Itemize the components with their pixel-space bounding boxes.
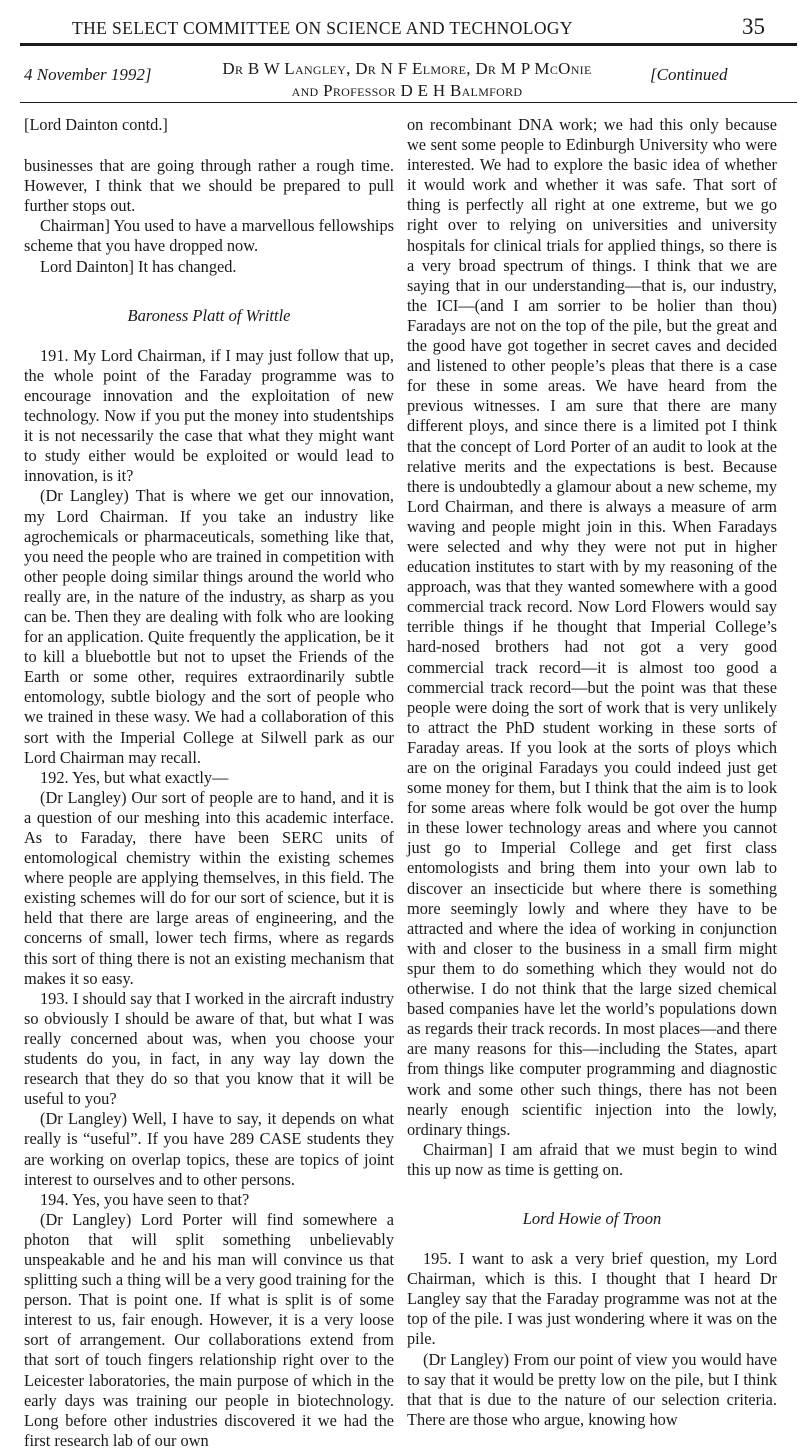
page-number: 35 xyxy=(742,14,765,39)
session-date: 4 November 1992] xyxy=(24,65,152,84)
answer-195: (Dr Langley) From our point of view you would have to say that it would be pretty low on the pile, but I think that that is due to the nature of our selection criteria. There are those who argue, knowing how xyxy=(407,1349,777,1429)
running-title: THE SELECT COMMITTEE ON SCIENCE AND TECHNOLOGY xyxy=(72,18,573,38)
top-rule xyxy=(20,43,797,46)
witness-line-2: and Professor D E H Balmford xyxy=(291,81,523,100)
question-195: 195. I want to ask a very brief question, my Lord Chairman, which is this. I thought that I heard Dr Langley say that the Faraday programme was not at the top of the pile. I was just wondering where it was on the pile. xyxy=(407,1249,777,1349)
answer-191: (Dr Langley) That is where we get our innovation, my Lord Chairman. If you take an industry like agrochemicals or pharmaceuticals, something like that, you need the people who are trained in competition with other people doing similar things around the world who really are, in the nature of the industry, as sharp as you can be. Then they are dealing with folk who are looking for an application. Quite frequently the application, be it to kill a bluebottle but not to upset the Friends of the Earth or some other, requires extraordinarily subtle entomology, subtle biology and the sort of people who we trained in these wasy. We had a collaboration of this sort with the Imperial College at Silwell park as our Lord Chairman may recall. xyxy=(24,486,394,767)
continued-label: [Continued xyxy=(650,65,728,84)
paragraph: Chairman] I am afraid that we must begin to wind this up now as time is getting on. xyxy=(407,1139,777,1179)
witness-names xyxy=(192,58,622,102)
question-191: 191. My Lord Chairman, if I may just follow that up, the whole point of the Faraday programme was to encourage innovation and the exploitation of new technology. Now if you put the money into studentships it is not necessarily the case that what they might want to study either would be exploited or would lead to innovation, is it? xyxy=(24,345,394,486)
question-192: 192. Yes, but what exactly— xyxy=(40,767,229,787)
questioner-continued: [Lord Dainton contd.] xyxy=(24,115,168,134)
witness-line-1: Dr B W Langley, Dr N F Elmore, Dr M P McOnie xyxy=(222,59,592,78)
header-rule xyxy=(20,102,797,103)
speaker-heading: Baroness Platt of Writtle xyxy=(127,305,291,325)
answer-194: (Dr Langley) Lord Porter will find somewhere a photon that will split something unbelievably unspeakable and he and his man will convince us that splitting such a thing will be a very good training for the person. That is point one. If what is split is of some interest to us, fair enough. However, it is a very loose sort of arrangement. Our collaborations extend from that sort of touch fingers relationship right over to the Leicester laboratories, the main purpose of which in the early days was training our people in biotechnology. Long before other industries discovered it we had the first research lab of our own xyxy=(24,1209,394,1450)
right-column xyxy=(407,115,777,1430)
speaker-heading: Lord Howie of Troon xyxy=(522,1208,662,1228)
paragraph: Lord Dainton] It has changed. xyxy=(40,256,237,276)
paragraph: businesses that are going through rather a rough time. However, I think that we should be prepared to pull further stops out. xyxy=(24,156,394,216)
paragraph: on recombinant DNA work; we had this only because we sent some people to Edinburgh University who were interested. We had to explore the basic idea of whether it would work and whether it was safe. That sort of thing is perfectly all right at one extreme, but we go right over to relying on universities and university hospitals for clinical trials for applied things, so there is a very broad spectrum of things. I think that we are saying that in our understanding—that is, our industry, the ICI—(and I am sorrier to be holier than thou) Faradays are not on the top of the pile, but the great and the good have got together in secret caves and decided and listened to other people’s pleas that there is a case for these in some areas. We have heard from the previous witnesses. I am sure that there are many different ploys, and since there is a limited pot I think that the concept of Lord Porter of an audit to look at the relative merits and the expectations is best. Because there is undoubtedly a glamour about a new scheme, my Lord Chairman, and there is always a measure of arm waving and people might join in this. When Faradays were selected and why they were not put in higher education institutes to start with by my reasoning of the approach, was that they wanted somewhere with a good commercial track record. Now Lord Flowers would say terrible things if he thought that Imperial College’s hard-nosed brothers had not got a very good commercial track record—it is almost too good a commercial track record—but the point was that these people were doing the sort of work that is very unlikely to attract the PhD student working in these sorts of Faraday areas. If you look at the sorts of ploys which are on the original Faradays you could indeed just get some money for them, but I think that the aim is to look for some areas where folk would be got over the hump in these lower technology areas and where you cannot just go to Imperial College and get first class entomologists and bring them into your own lab to discover an insecticide but where there is something more seemingly lowly and where they have to be attracted and where the idea of working in conjunction with and closer to the business in a small firm might spur them to do something which they would not do otherwise. I do not think that the large sized chemical based companies have let the world’s populations down as regards their track records. In most places—and there are many reasons for this—including the States, apart from things like computer programming and diagnostic work and some other such things, there has not been nearly enough scientific injection into the lowly, ordinary things. xyxy=(407,115,777,1139)
answer-192: (Dr Langley) Our sort of people are to hand, and it is a question of our meshing into this academic interface. As to Faraday, there have been SERC units of entomological chemistry within the existing schemes where people are applying themselves, in this field. The existing schemes will do for our sort of science, but it is held that there are large areas of engineering, and the concerns of small, lower tech firms, where as regards this sort of thing there is not an existing mechanism that makes it so easy. xyxy=(24,787,394,988)
paragraph: Chairman] You used to have a marvellous fellowships scheme that you have dropped now. xyxy=(24,216,394,256)
left-column xyxy=(24,115,394,1451)
question-193: 193. I should say that I worked in the aircraft industry so obviously I should be aware of that, but what I was really concerned about was, when you choose your students do you, in fact, in any way lay down the research that they do so that you know that it will be useful to you? xyxy=(24,988,394,1109)
answer-193: (Dr Langley) Well, I have to say, it depends on what really is “useful”. If you have 289 CASE students they are working on overlap topics, these are topics of joint interest to ourselves and to other persons. xyxy=(24,1109,394,1189)
question-194: 194. Yes, you have seen to that? xyxy=(40,1189,250,1209)
